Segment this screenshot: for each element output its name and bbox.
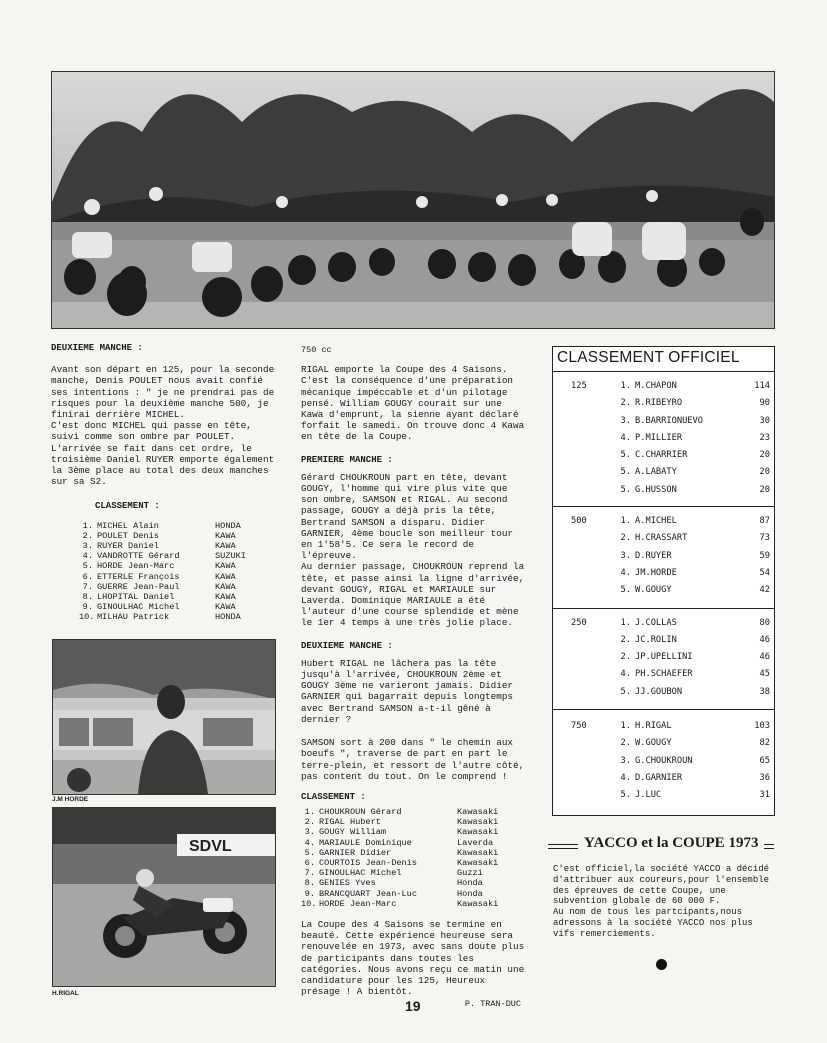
list-item: 6. ETTERLE François KAWA bbox=[82, 571, 236, 582]
table-row: 2. H.CRASSART 73 bbox=[620, 533, 770, 544]
list-item: 3. RUYER Daniel KAWA bbox=[82, 541, 236, 552]
yacco-heading bbox=[548, 833, 774, 859]
table-row: 4. P.MILLIER 23 bbox=[620, 432, 770, 443]
table-row: 5. JJ.GOUBON 38 bbox=[620, 686, 770, 697]
list-item: 8. GENIES Yves Honda bbox=[304, 878, 483, 889]
col1-para-1: Avant son départ en 125, pour la seconde manche, Denis POULET nous avait confié ses intentions : " je ne prendrai pas de risques pour la deuxième manche 500, je finirai derrière MICHEL. bbox=[51, 364, 275, 421]
list-item: 7. GUERRE Jean-Paul KAWA bbox=[82, 581, 236, 592]
list-item: 4. MARIAULE Dominique Laverda bbox=[304, 837, 494, 848]
col2-para-3: Hubert RIGAL ne lâchera pas la tête jusqu'à l'arrivée, CHOUKROUN 2ème et GOUGY 3ème ne varieront jamais. Didier GARNIER qui bagarrait depuis longtemps avec Bertrand SAMSON a-t-il gêné à dernier ? bbox=[301, 657, 514, 725]
table-row: 750 1. H.RIGAL 103 bbox=[571, 721, 770, 732]
cc-label: 750 cc bbox=[301, 345, 332, 355]
horde-photo bbox=[52, 639, 276, 795]
table-row: 2. JP.UPELLINI 46 bbox=[620, 652, 770, 663]
list-item: 7. GINOULHAC Michel Guzzi bbox=[304, 868, 483, 879]
heading-deuxieme-manche-750: DEUXIEME MANCHE : bbox=[301, 640, 393, 651]
section-250 bbox=[553, 608, 774, 709]
col2-para-2: Au dernier passage, CHOUKROUN reprend la tête, et passe ainsi la ligne d'arrivée, devant GOUGY, RIGAL et MARIAULE sur Laverda. Dominique MARIAULE a été l'auteur d'une course splendide et mène le 1er 4 temps à une très jolie place. bbox=[301, 561, 525, 629]
classement-label-750: CLASSEMENT : bbox=[301, 791, 366, 802]
table-row: 2. JC.ROLIN 46 bbox=[620, 634, 770, 645]
table-row: 5. A.LABATY 20 bbox=[620, 467, 770, 478]
col1-text bbox=[51, 343, 277, 623]
section-750 bbox=[553, 709, 774, 814]
list-item: 1. CHOUKROUN Gérard Kawasaki bbox=[304, 807, 499, 818]
list-item: 3. GOUGY William Kawasaki bbox=[304, 827, 499, 838]
col2-para-1: Gérard CHOUKROUN part en tête, devant GOUGY, l'homme qui vire plus vite que son ombre, SAMSON et RIGAL. Au second passage, GOUGY a déjà pris la tête, Bertrand SAMSON a disparu. Didier GARNIER, 4ème boucle son meilleur tour en 1'58'5. Ce sera le record de l'épreuve. bbox=[301, 471, 514, 562]
classement-list-750 bbox=[301, 807, 527, 909]
race-photo bbox=[51, 71, 775, 329]
signature: P. TRAN-DUC bbox=[464, 999, 521, 1010]
table-row: 250 1. J.COLLAS 80 bbox=[571, 617, 770, 628]
list-item: 2. POULET Denis KAWA bbox=[82, 530, 236, 541]
col1-para-2: C'est donc MICHEL qui passe en tête, suivi comme son ombre par POULET. L'arrivée se fait dans cet ordre, le troisième Daniel RUYER emporte également la 3ème place au total des deux manches sur sa S2. bbox=[51, 420, 275, 488]
classement-label-500: CLASSEMENT : bbox=[95, 501, 160, 512]
table-row: 5. G.HUSSON 20 bbox=[620, 484, 770, 495]
table-row: 4. D.GARNIER 36 bbox=[620, 772, 770, 783]
list-item: 9. GINOULHAC Michel KAWA bbox=[82, 602, 236, 613]
heading-deuxieme-manche-500: DEUXIEME MANCHE : bbox=[51, 343, 143, 353]
caption-rigal: H.RIGAL bbox=[52, 990, 79, 997]
table-row: 5. J.LUC 31 bbox=[620, 790, 770, 801]
table-row: 3. B.BARRIONUEVO 30 bbox=[620, 415, 770, 426]
rigal-photo bbox=[52, 807, 276, 987]
table-row: 4. JM.HORDE 54 bbox=[620, 567, 770, 578]
list-item: 9. BRANCQUART Jean-Luc Honda bbox=[304, 888, 483, 899]
classement-officiel-title: CLASSEMENT OFFICIEL bbox=[557, 349, 740, 366]
bullet-dot bbox=[656, 959, 667, 970]
banner-text: SDVL bbox=[189, 838, 232, 855]
col2-text bbox=[301, 345, 527, 1011]
section-500 bbox=[553, 506, 774, 607]
col2-intro: RIGAL emporte la Coupe des 4 Saisons. C'est la conséquence d'une préparation mécanique impéccable et d'un pilotage pensé. William GOUGY courait sur une Kawa d'emprunt, la sienne ayant déclaré forfait le samedi. On trouve donc 4 Kawa en tête de la Coupe. bbox=[301, 364, 525, 443]
section-125 bbox=[553, 371, 774, 506]
table-row: 2. W.GOUGY 82 bbox=[620, 738, 770, 749]
table-row: 3. G.CHOUKROUN 65 bbox=[620, 755, 770, 766]
table-row: 3. D.RUYER 59 bbox=[620, 550, 770, 561]
list-item: 10. HORDE Jean-Marc Kawasaki bbox=[301, 898, 499, 909]
list-item: 4. VANDROTTE Gérard SUZUKI bbox=[82, 551, 246, 562]
list-item: 1. MICHEL Alain HONDA bbox=[82, 520, 241, 531]
yacco-para-1: C'est officiel,la société YACCO a décidé d'attribuer aux coureurs,pour l'ensemble des épreuves de cette Coupe, une subvention globale de 60 000 F. bbox=[553, 864, 770, 907]
list-item: 6. COURTOIS Jean-Denis Kawasaki bbox=[304, 858, 499, 869]
yacco-para-2: Au nom de tous les partcipants,nous adressons à la société YACCO nos plus vifs remerciements. bbox=[553, 907, 753, 939]
list-item: 2. RIGAL Hubert Kawasaki bbox=[304, 817, 499, 828]
caption-horde: J.M HORDE bbox=[52, 796, 89, 803]
list-item: 10. MILHAU Patrick HONDA bbox=[79, 612, 241, 623]
yacco-text bbox=[553, 864, 775, 940]
col2-para-4: SAMSON sort à 200 dans " le chemin aux boeufs ", traverse de part en part le terre-plein, et ressort de l'autre côté, pas content du tout. On le comprend ! bbox=[301, 737, 525, 782]
table-row: 500 1. A.MICHEL 87 bbox=[571, 516, 770, 527]
col2-outro: La Coupe des 4 Saisons se termine en beauté. Cette expérience heureuse sera renouvelée en 1973, avec sans doute plus de participants dans toutes les catégories. Nous avons reçu ce matin une candidature pour les 125, Heureux présage ! A bientôt. bbox=[301, 918, 525, 998]
list-item: 5. HORDE Jean-Marc KAWA bbox=[82, 561, 236, 572]
page-number: 19 bbox=[405, 998, 421, 1014]
table-row: 5. C.CHARRIER 20 bbox=[620, 450, 770, 461]
table-row: 2. R.RIBEYRO 90 bbox=[620, 398, 770, 409]
table-row: 5. W.GOUGY 42 bbox=[620, 585, 770, 596]
list-item: 8. LHOPITAL Daniel KAWA bbox=[82, 591, 236, 602]
table-row: 125 1. M.CHAPON 114 bbox=[571, 381, 770, 391]
classement-officiel-box bbox=[552, 346, 775, 816]
classement-list-500 bbox=[51, 521, 277, 623]
table-row: 4. PH.SCHAEFER 45 bbox=[620, 669, 770, 680]
yacco-title: YACCO et la COUPE 1973 bbox=[578, 835, 764, 852]
list-item: 5. GARNIER Didier Kawasaki bbox=[304, 847, 499, 858]
heading-premiere-manche: PREMIERE MANCHE : bbox=[301, 454, 393, 465]
